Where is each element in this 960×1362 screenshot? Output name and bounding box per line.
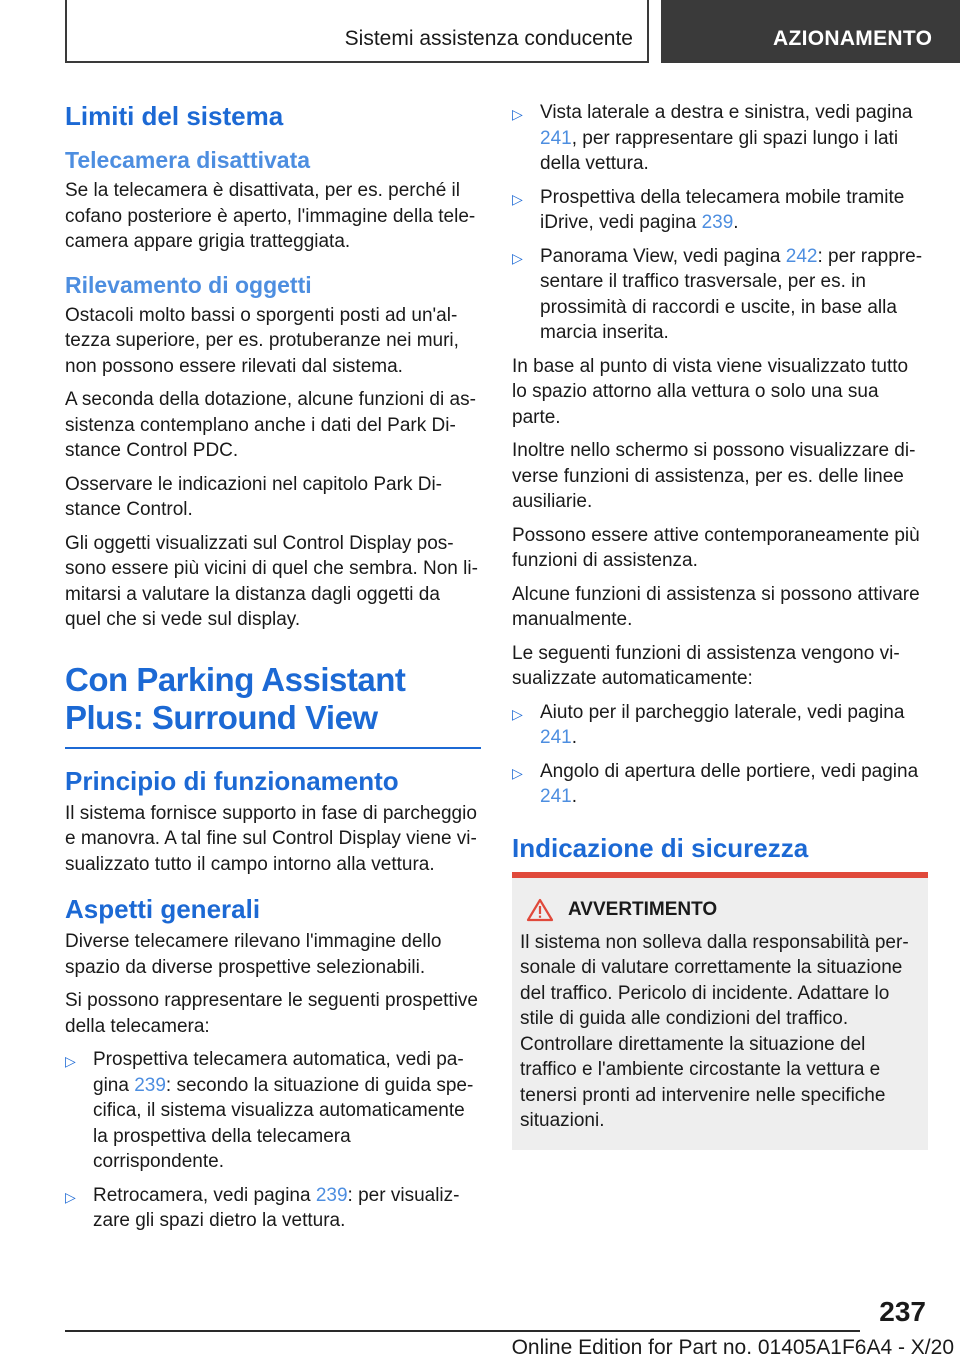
paragraph: Possono essere attive contemporaneamente più funzioni di assistenza. [512,524,920,571]
warning-title [520,898,920,922]
list-item: ▷ Prospettiva della telecamera mobile tramite iDrive, vedi pagina 239. [512,186,905,233]
list-item: ▷ Vista laterale a destra e sinistra, vedi pagina 241, per rappresentare gli spazi lungo i lati della vettura. [512,102,913,174]
paragraph: Gli oggetti visualizzati sul Control Display possono essere più vicini di quel che sembra. Non limitarsi a valutare la distanza dagli oggetti da quel che si vede sul display. [65,532,478,630]
paragraph: Si possono rappresentare le seguenti prospettive della telecamera: [65,990,478,1037]
header-chapter-box [661,0,960,63]
triangle-bullet-icon: ▷ [512,190,523,207]
warning-title-text: AVVERTIMENTO [568,898,718,920]
right-column [512,100,928,1150]
paragraph-telecamera: Se la telecamera è disattivata, per es. perché il cofano posteriore è aperto, l'immagine della telecamera appare grigia tratteggiata. [65,180,476,252]
list-item: ▷ Angolo di apertura delle portiere, vedi pagina 241. [512,760,919,807]
chapter-heading [65,661,481,749]
page-link[interactable]: 242 [785,245,818,267]
paragraph: Alcune funzioni di assistenza si possono attivare manualmente. [512,583,920,630]
page-link[interactable]: 241 [540,127,572,149]
paragraph: Le seguenti funzioni di assistenza vengono visualizzate automaticamente: [512,642,900,689]
header-section-box [65,0,649,63]
paragraph: Ostacoli molto bassi o sporgenti posti ad un'altezza superiore, per es. protuberanze nei muri, non possono essere rilevati dal sistema. [65,304,459,377]
list-item: ▷ Prospettiva telecamera automatica, vedi pagina 239: secondo la situazione di guida specifica, il sistema visualizza automaticamente la prospettiva della telecamera corrispondente. [65,1049,474,1172]
page-link[interactable]: 239 [701,212,734,233]
triangle-bullet-icon: ▷ [512,764,523,781]
triangle-bullet-icon: ▷ [65,1053,76,1069]
heading-rilevamento: Rilevamento di oggetti [65,271,312,298]
warning-box [512,872,928,1150]
warning-text: Il sistema non solleva dalla responsabilità personale di valutare correttamente la situazione del traffico. Pericolo di incidente. Adattare lo stile di guida alle condizioni del traffico. Controllare direttamente la situazione del traffico e l'ambiente circostante la vettura e tenersi pronti ad intervenire nelle specifiche situazioni. [520,931,909,1131]
footer-edition: Online Edition for Part no. 01405A1F6A4 - X/20 [511,1336,954,1359]
triangle-bullet-icon: ▷ [512,106,523,122]
chapter-heading-line2: Plus: Surround View [65,698,378,736]
list-item: ▷ Panorama View, vedi pagina 242: per rappresentare il traffico trasversale, per es. in prossimità di raccordi e uscite, in base alla marcia inserita. [512,245,923,343]
list-item: ▷ Retrocamera, vedi pagina 239: per visualizzare gli spazi dietro la vettura. [65,1184,460,1231]
triangle-bullet-icon: ▷ [65,1188,76,1205]
page-link[interactable]: 239 [315,1184,348,1206]
triangle-bullet-icon: ▷ [512,705,523,722]
heading-aspetti: Aspetti generali [65,894,261,924]
header-chapter-title: AZIONAMENTO [773,27,933,50]
header-section-title: Sistemi assistenza conducente [344,27,633,50]
heading-principio: Principio di funzionamento [65,765,399,796]
paragraph: Osservare le indicazioni nel capitolo Park Distance Control. [65,473,442,520]
paragraph: In base al punto di vista viene visualizzato tutto lo spazio attorno alla vettura o solo una sua parte. [512,355,909,428]
footer-divider [65,1330,860,1332]
chapter-heading-line1: Con Parking Assistant [65,660,406,698]
page-link[interactable]: 241 [540,786,572,807]
paragraph-principio: Il sistema fornisce supporto in fase di parcheggio e manovra. A tal fine sul Control Display viene visualizzato tutto il campo intorno alla vettura. [65,802,477,875]
paragraph: Diverse telecamere rilevano l'immagine dello spazio da diverse prospettive selezionabili. [65,931,442,978]
warning-triangle-icon [526,898,554,922]
page-link[interactable]: 239 [134,1074,166,1096]
page-link[interactable]: 241 [540,727,572,748]
heading-telecamera: Telecamera disattivata [65,147,311,173]
heading-sicurezza: Indicazione di sicurezza [512,832,809,863]
paragraph: Inoltre nello schermo si possono visualizzare diverse funzioni di assistenza, per es. delle linee ausiliarie. [512,440,916,512]
left-column [65,100,481,1242]
triangle-bullet-icon: ▷ [512,249,523,266]
page-number: 237 [879,1296,926,1327]
heading-limiti: Limiti del sistema [65,101,284,131]
paragraph: A seconda della dotazione, alcune funzioni di assistenza contemplano anche i dati del Park Distance Control PDC. [65,389,476,461]
list-item: ▷ Aiuto per il parcheggio laterale, vedi pagina 241. [512,701,905,748]
